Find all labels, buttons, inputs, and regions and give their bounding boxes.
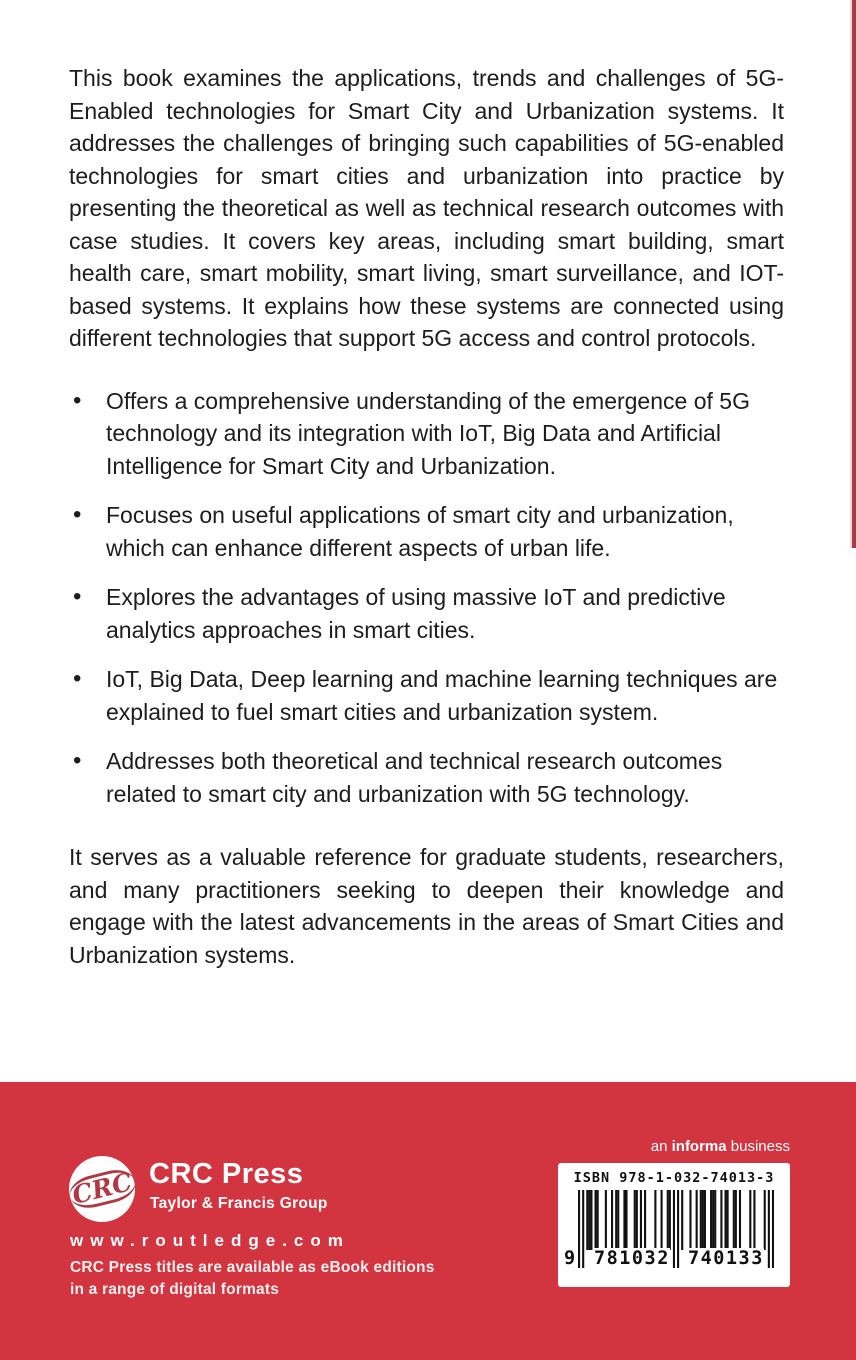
barcode-digit-group1: 781032 — [594, 1248, 670, 1269]
informa-tagline — [558, 1138, 790, 1155]
spine-edge-line — [852, 0, 856, 548]
feature-bullet-item: • Explores the advantages of using massive IoT and predictive analytics approaches in smart cities. — [69, 581, 784, 646]
feature-bullet-item: • IoT, Big Data, Deep learning and machine learning techniques are explained to fuel smart cities and urbanization system. — [69, 663, 784, 728]
isbn-barcode-box — [558, 1163, 790, 1287]
publisher-website: www.routledge.com — [70, 1231, 350, 1250]
feature-bullet-item: • Offers a comprehensive understanding of the emergence of 5G technology and its integration with IoT, Big Data and Artificial Intelligence for Smart City and Urbanization. — [69, 385, 784, 483]
ebook-note-line2: in a range of digital formats — [70, 1281, 280, 1298]
ebook-note-line1: CRC Press titles are available as eBook editions — [70, 1259, 435, 1276]
blurb-paragraph-1: This book examines the applications, trends and challenges of 5G-Enabled technologies for Smart City and Urbanization systems. It addresses the challenges of bringing such capabilities of 5G-enabled technologies for smart cities and urbanization into practice by presenting the theoretical as well as technical research outcomes with case studies. It covers key areas, including smart building, smart health care, smart mobility, smart living, smart surveillance, and IOT-based systems. It explains how these systems are connected using different technologies that support 5G access and control protocols. — [69, 65, 784, 351]
informa-suffix: business — [726, 1138, 790, 1155]
publisher-group: Taylor & Francis Group — [150, 1195, 328, 1212]
informa-bold: informa — [671, 1138, 727, 1155]
blurb-section — [69, 62, 784, 971]
feature-bullet-item: • Focuses on useful applications of smart city and urbanization, which can enhance different aspects of urban life. — [69, 499, 784, 564]
publisher-name: CRC Press — [149, 1158, 304, 1190]
crc-logo-text: CRC — [66, 1165, 138, 1212]
feature-bullet-item: • Addresses both theoretical and technical research outcomes related to smart city and urbanization with 5G technology. — [69, 745, 784, 810]
informa-prefix: an — [650, 1138, 672, 1155]
crc-press-logo-icon — [69, 1156, 135, 1222]
isbn-label: ISBN 978-1-032-74013-3 — [573, 1170, 775, 1186]
barcode-digit-left: 9 — [564, 1248, 577, 1269]
barcode-digit-group2: 740133 — [688, 1248, 764, 1269]
publisher-band — [0, 1082, 856, 1360]
feature-bullet-list — [69, 385, 784, 811]
blurb-paragraph-2: It serves as a valuable reference for graduate students, researchers, and many practitioners seeking to deepen their knowledge and engage with the latest advancements in the areas of Smart Cities and Urbanization systems. — [69, 844, 784, 968]
